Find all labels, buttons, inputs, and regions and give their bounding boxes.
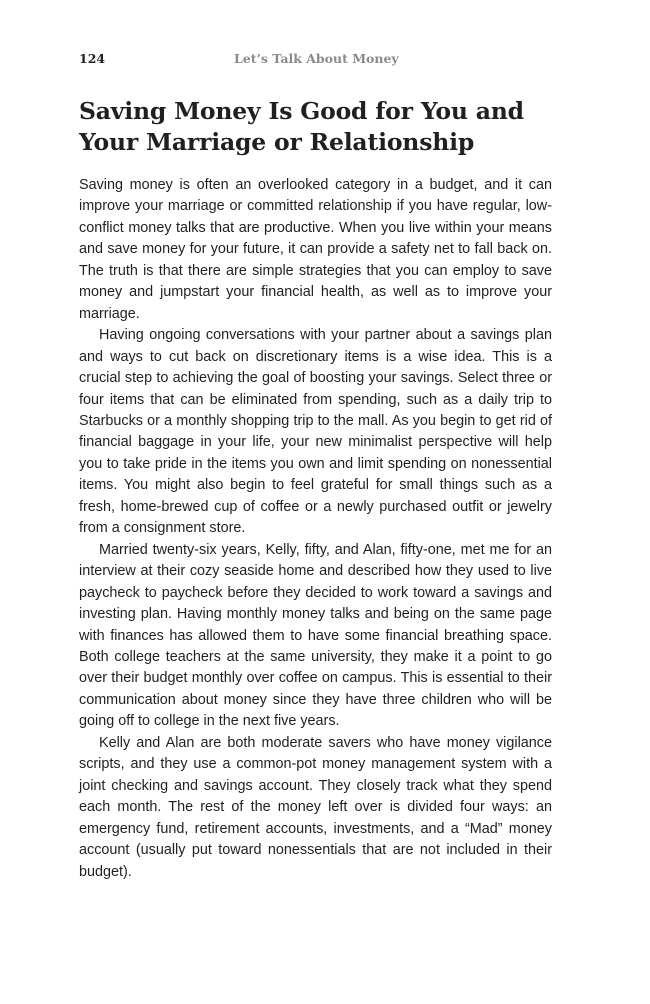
paragraph-1: Saving money is often an overlooked category in a budget, and it can improve your marriage or committed relationship if you have regular, low-conflict money talks that are productive. When you live within your means and save money for your future, it can provide a safety net to fall back on. The truth is that there are simple strategies that you can employ to save money and jumpstart your financial health, as well as to improve your marriage. bbox=[79, 177, 552, 322]
paragraph-3: Married twenty-six years, Kelly, fifty, and Alan, fifty-one, met me for an interview at their cozy seaside home and described how they used to live paycheck to paycheck before they decided to work toward a savings and investing plan. Having monthly money talks and being on the same page with finances has allowed them to have some financial breathing space. Both college teachers at the same university, they make it a point to go over their budget monthly over coffee on campus. This is essential to their communication about money since they have three children who will be going off to college in the next five years. bbox=[79, 541, 552, 730]
paragraph-2: Having ongoing conversations with your partner about a savings plan and ways to cut back on discretionary items is a wise idea. This is a crucial step to achieving the goal of boosting your savings. Select three or four items that can be eliminated from spending, such as a daily trip to Starbucks or a monthly shopping trip to the mall. As you begin to get rid of financial baggage in your life, your new minimalist perspective will help you to take pride in the items you own and limit spending on nonessential items. You might also begin to feel grateful for small things such as a fresh, home-brewed cup of coffee or a newly purchased outfit or jewelry from a consignment store. bbox=[79, 327, 552, 537]
page-number: 124 bbox=[79, 51, 106, 66]
running-head bbox=[79, 50, 553, 68]
section-heading: Saving Money Is Good for You and Your Marriage or Relationship bbox=[79, 97, 524, 156]
paragraph-4: Kelly and Alan are both moderate savers who have money vigilance scripts, and they use a common-pot money management system with a joint checking and savings account. They closely track what they spend each month. The rest of the money left over is divided four ways: an emergency fund, retirement accounts, investments, and a “Mad” money account (usually put toward nonessentials that are not included in their budget). bbox=[79, 734, 552, 880]
running-title: Let’s Talk About Money bbox=[234, 51, 399, 66]
body-text bbox=[79, 175, 552, 883]
